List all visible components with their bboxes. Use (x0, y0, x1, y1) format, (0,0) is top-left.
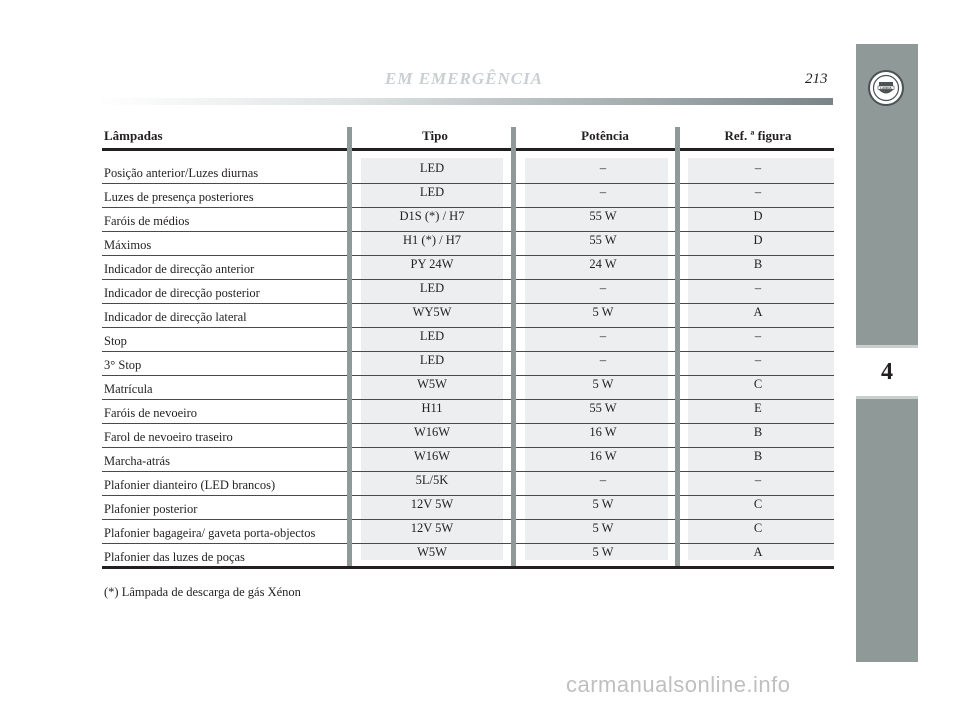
cell-lampada: Máximos (104, 238, 152, 252)
cell-lampada: Posição anterior/Luzes diurnas (104, 166, 259, 180)
watermark: carmanualsonline.info (566, 672, 791, 697)
cell-lampada: Farol de nevoeiro traseiro (104, 430, 233, 444)
table-row (102, 280, 834, 304)
cell-lampada: 3° Stop (104, 358, 142, 372)
cell-ref: B (753, 425, 763, 439)
cell-ref: C (753, 377, 763, 391)
header-rule (98, 98, 833, 105)
cell-potencia: – (599, 161, 607, 175)
table-row (102, 184, 834, 208)
cell-ref: – (754, 473, 762, 487)
cell-lampada: Plafonier dianteiro (LED brancos) (104, 478, 276, 492)
table-row (102, 448, 834, 472)
cell-tipo: W16W (413, 449, 451, 463)
cell-ref: – (754, 185, 762, 199)
cell-tipo: 12V 5W (410, 521, 454, 535)
column-separator (675, 127, 680, 567)
cell-tipo: W5W (417, 545, 447, 559)
cell-lampada: Indicador de direcção posterior (104, 286, 260, 300)
cell-tipo: W5W (417, 377, 447, 391)
cell-ref: E (754, 401, 762, 415)
cell-ref: – (754, 281, 762, 295)
cell-ref: – (754, 161, 762, 175)
cell-potencia: 5 W (592, 305, 614, 319)
table-row (102, 376, 834, 400)
column-header-ref: Ref. ª figura (724, 128, 792, 143)
column-header-tipo: Tipo (422, 128, 448, 143)
column-header-potencia: Potência (581, 128, 629, 143)
cell-tipo: LED (419, 329, 445, 343)
cell-potencia: 24 W (589, 257, 617, 271)
table-header (102, 126, 834, 151)
cell-lampada: Stop (104, 334, 127, 348)
cell-tipo: LED (419, 353, 445, 367)
cell-tipo: WY5W (412, 305, 452, 319)
chapter-number: 4 (881, 358, 893, 385)
cell-potencia: – (599, 473, 607, 487)
table-row (102, 400, 834, 424)
cell-tipo: D1S (*) / H7 (399, 209, 465, 223)
cell-ref: A (753, 545, 763, 559)
table-row (102, 208, 834, 232)
cell-ref: B (753, 257, 763, 271)
column-header-lampadas: Lâmpadas (104, 128, 163, 143)
cell-ref: – (754, 353, 762, 367)
table-row (102, 544, 834, 567)
cell-ref: D (753, 233, 763, 247)
cell-tipo: W16W (413, 425, 451, 439)
cell-potencia: 55 W (589, 209, 617, 223)
footnote: (*) Lâmpada de descarga de gás Xénon (104, 585, 301, 599)
cell-ref: – (754, 329, 762, 343)
cell-lampada: Faróis de médios (104, 214, 190, 228)
cell-tipo: LED (419, 161, 445, 175)
table-row (102, 328, 834, 352)
table-row (102, 472, 834, 496)
cell-lampada: Faróis de nevoeiro (104, 406, 198, 420)
table-row (102, 160, 834, 184)
table-row (102, 232, 834, 256)
table-row (102, 424, 834, 448)
cell-potencia: – (599, 185, 607, 199)
column-separator (347, 127, 352, 567)
cell-lampada: Matrícula (104, 382, 153, 396)
page-number: 213 (805, 71, 828, 87)
table-row (102, 520, 834, 544)
chapter-tab-bottom-divider (856, 396, 918, 399)
cell-potencia: 55 W (589, 233, 617, 247)
cell-potencia: 55 W (589, 401, 617, 415)
cell-potencia: – (599, 329, 607, 343)
cell-ref: C (753, 521, 763, 535)
table-row (102, 352, 834, 376)
column-separator (511, 127, 516, 567)
cell-potencia: – (599, 353, 607, 367)
chapter-tab[interactable] (856, 348, 918, 396)
cell-lampada: Plafonier posterior (104, 502, 198, 516)
cell-tipo: PY 24W (410, 257, 454, 271)
table-bottom-rule (102, 566, 834, 569)
cell-ref: B (753, 449, 763, 463)
cell-tipo: H1 (*) / H7 (403, 233, 461, 247)
cell-lampada: Indicador de direcção anterior (104, 262, 255, 276)
lancia-shield-icon (872, 74, 900, 102)
table-body (102, 160, 834, 567)
section-title: EM EMERGÊNCIA (385, 69, 544, 88)
cell-potencia: 5 W (592, 377, 614, 391)
cell-potencia: 16 W (589, 449, 617, 463)
cell-ref: A (753, 305, 763, 319)
cell-potencia: 16 W (589, 425, 617, 439)
table-row (102, 496, 834, 520)
cell-tipo: LED (419, 281, 445, 295)
cell-ref: D (753, 209, 763, 223)
cell-potencia: – (599, 281, 607, 295)
cell-lampada: Indicador de direcção lateral (104, 310, 247, 324)
table-row (102, 256, 834, 280)
cell-lampada: Luzes de presença posteriores (104, 190, 254, 204)
logo-text: LANCIA (880, 85, 892, 90)
cell-lampada: Plafonier bagageira/ gaveta porta-objectos (104, 526, 316, 540)
cell-tipo: 5L/5K (415, 473, 449, 487)
table-row (102, 304, 834, 328)
cell-tipo: LED (419, 185, 445, 199)
cell-lampada: Marcha-atrás (104, 454, 170, 468)
cell-potencia: 5 W (592, 545, 614, 559)
cell-potencia: 5 W (592, 497, 614, 511)
cell-ref: C (753, 497, 763, 511)
bulb-table (102, 126, 834, 151)
cell-tipo: 12V 5W (410, 497, 454, 511)
lancia-logo-icon (868, 70, 904, 106)
cell-lampada: Plafonier das luzes de poças (104, 550, 245, 564)
cell-tipo: H11 (421, 401, 443, 415)
cell-potencia: 5 W (592, 521, 614, 535)
